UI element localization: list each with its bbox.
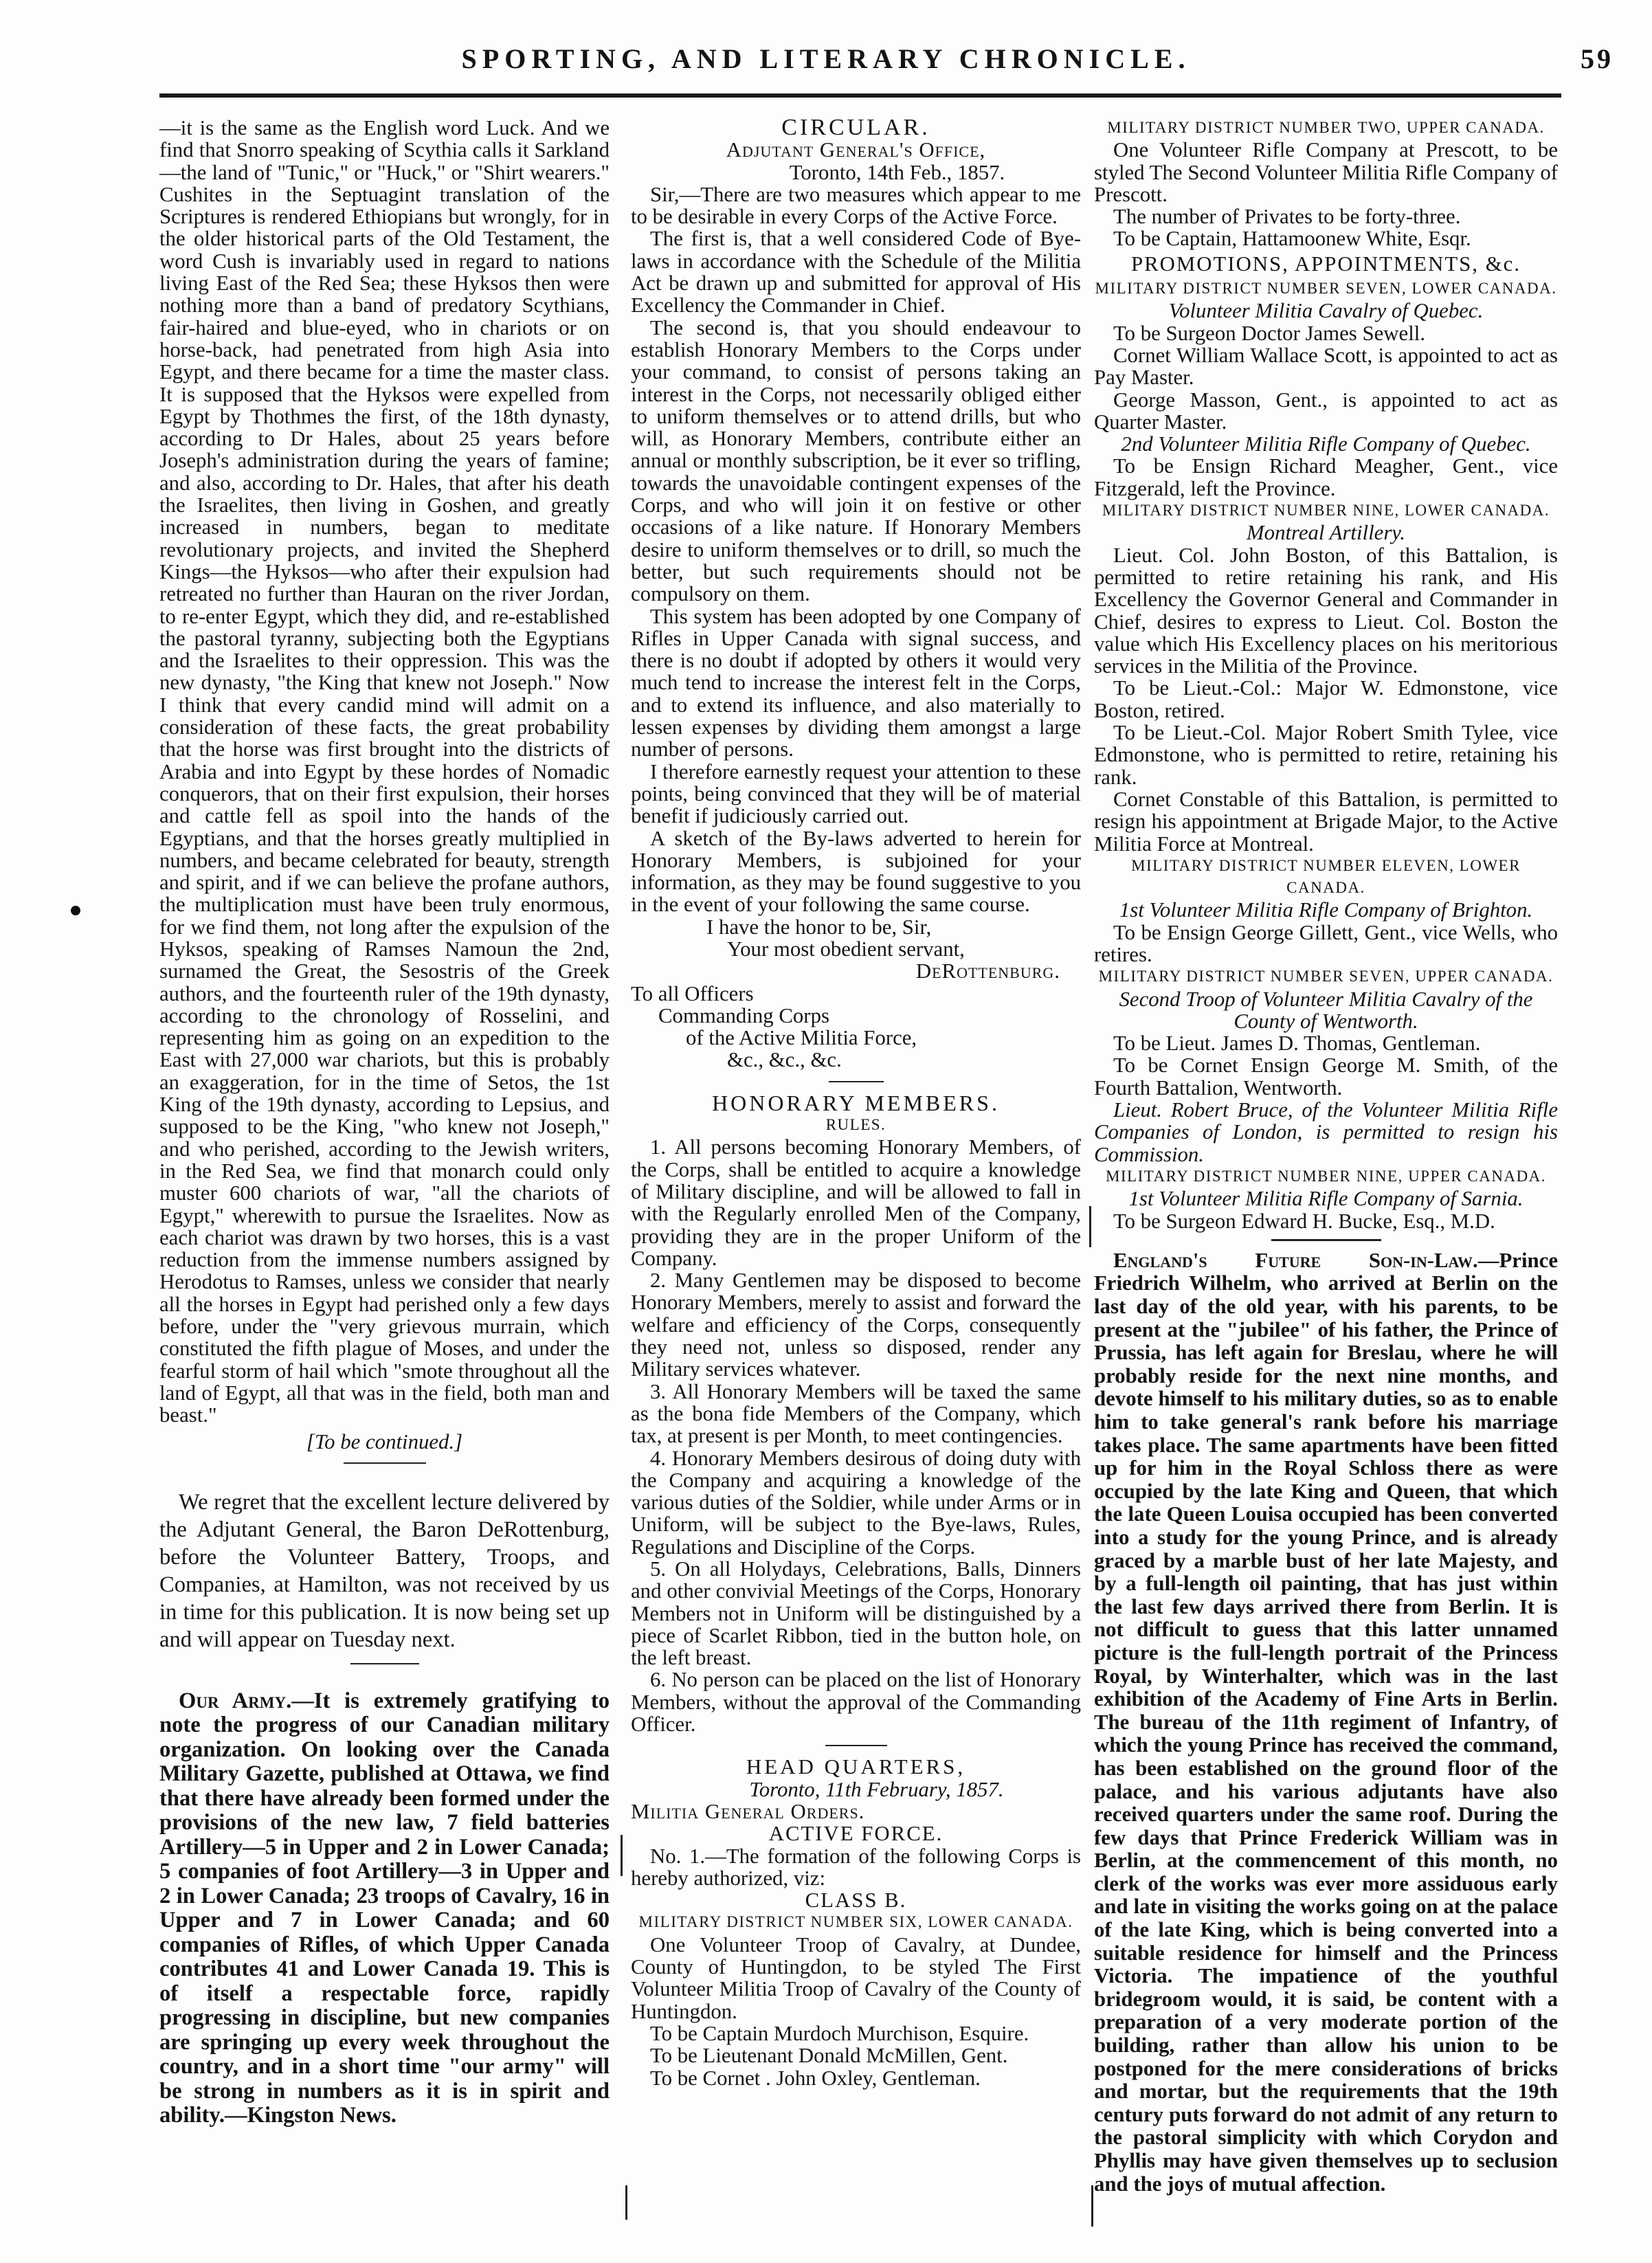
circular-para: The second is, that you should endeavour to establish Honorary Members to the Corps under your command, to consist of persons taking an interest in the Corps, not necessarily obliged either to uniform themselves or to attend drills, but who will, as Honorary Members, contribute either an annual or monthly subscription, be it ever so trifling, towards the unavoidable contingent expenses of the Corps, and who will join it on festive or other occasions of a like nature. If Honorary Members desire to uniform themselves or to drill, so much the better, but such requirements should not be compulsory on them.: [631, 315, 1081, 606]
closing-honour: I have the honor to be, Sir,: [706, 915, 932, 939]
our-army-article: [159, 1689, 610, 2128]
column-rule: [621, 1835, 623, 1876]
address-line: &c., &c., &c.: [727, 1048, 842, 1072]
header-rule: [159, 93, 1561, 98]
divider: [1271, 1239, 1381, 1241]
appointment: To be Lieutenant Donald McMillen, Gent.: [650, 2044, 1008, 2068]
district-heading: MILITARY DISTRICT NUMBER NINE, UPPER CANADA.: [1105, 1167, 1547, 1185]
our-army-lead: Our Army.: [179, 1688, 292, 1713]
head-quarters-title: HEAD QUARTERS,: [746, 1754, 966, 1779]
england-article: [1094, 1249, 1558, 2196]
district-2-privates: The number of Privates to be forty-three.: [1113, 205, 1461, 229]
appointment: Lieut. Col. John Boston, of this Battalion, is permitted to retire retaining his rank, and His Excellency the Governor General and Commander in Chief, desires to express to Lieut. Col. Boston the value which His Excellency places on his meritorious services in the Militia of the Province.: [1094, 543, 1558, 678]
england-lead: England's Future Son-in-Law.: [1113, 1248, 1478, 1272]
unit-heading: 1st Volunteer Militia Rifle Company of Brighton.: [1119, 898, 1533, 922]
address-line: To all Officers: [631, 981, 754, 1005]
rule-5: 5. On all Holydays, Celebrations, Balls, Dinners and other convivial Meetings of the Corps, Honorary Members not in Uniform will be distinguished by a piece of Scarlet Ribbon, tied in the button hole, on the left breast.: [631, 1557, 1081, 1670]
column-rule: [1089, 1206, 1091, 1247]
appointment: To be Cornet . John Oxley, Gentleman.: [650, 2066, 981, 2090]
district-heading: MILITARY DISTRICT NUMBER SEVEN, UPPER CANADA.: [1098, 968, 1554, 985]
column-2: [631, 117, 1081, 2089]
appointment: Cornet William Wallace Scott, is appointed to act as Pay Master.: [1094, 343, 1558, 390]
running-header: [0, 43, 1652, 84]
address-line: Commanding Corps: [658, 1003, 829, 1027]
district-2-text: One Volunteer Rifle Company at Prescott, to be styled The Second Volunteer Militia Rifle Company of Prescott.: [1094, 138, 1558, 206]
signer: DeRottenburg.: [915, 959, 1060, 983]
column-3: [1094, 117, 1558, 2196]
rule-3: 3. All Honorary Members will be taxed the same as the bona fide Members of the Company, which tax, at present is per Month, to meet contingencies.: [631, 1379, 1081, 1448]
appointment: Cornet Constable of this Battalion, is permitted to resign his appointment at Brigade Major, to the Active Militia Force at Montreal.: [1094, 787, 1558, 856]
circular-para: The first is, that a well considered Code of Bye-laws in accordance with the Schedule of the Militia Act be drawn up and submitted for approval of His Excellency the Commander in Chief.: [631, 227, 1081, 317]
district-6-text: One Volunteer Troop of Cavalry, at Dundee, County of Huntingdon, to be styled The First Volunteer Militia Troop of Cavalry of the County of Huntingdon.: [631, 1932, 1081, 2023]
closing-servant: Your most obedient servant,: [727, 937, 965, 961]
district-heading: MILITARY DISTRICT NUMBER TWO, UPPER CANADA.: [1107, 119, 1545, 136]
appointment: Lieut. Robert Bruce, of the Volunteer Militia Rifle Companies of London, is permitted to resign his Commission.: [1094, 1098, 1558, 1166]
column-rule: [1091, 2185, 1093, 2227]
circular-para: This system has been adopted by one Company of Rifles in Upper Canada with signal success, and there is no doubt if adopted by others it would very much tend to increase the interest felt in the Corps, and to extend its influence, and also materially to lessen expenses by dividing them amongst a large number of persons.: [631, 604, 1081, 761]
circular-para: I therefore earnestly request your attention to these points, being convinced that they will be of material benefit if judiciously carried out.: [631, 759, 1081, 828]
appointment: George Masson, Gent., is appointed to act as Quarter Master.: [1094, 388, 1558, 434]
appointment: To be Ensign George Gillett, Gent., vice Wells, who retires.: [1094, 920, 1558, 966]
circular-para: Sir,—There are two measures which appear to me to be desirable in every Corps of the Active Force.: [631, 182, 1081, 229]
district-heading: MILITARY DISTRICT NUMBER SIX, LOWER CANADA.: [638, 1913, 1073, 1931]
rule-1: 1. All persons becoming Honorary Members, of the Corps, shall be entitled to acquire a knowledge of Military discipline, and will be allowed to fall in with the Regularly enrolled Men of the Company, providing they are in the proper Uniform of the Company.: [631, 1135, 1081, 1270]
unit-heading: Second Troop of Volunteer Militia Cavalry of the County of Wentworth.: [1119, 987, 1533, 1033]
appointment: To be Lieut.-Col. Major Robert Smith Tylee, vice Edmonstone, who is permitted to retire, retaining his rank.: [1094, 721, 1558, 789]
divider: [829, 1081, 884, 1082]
appointment: To be Surgeon Edward H. Bucke, Esq., M.D.: [1113, 1209, 1495, 1233]
divider: [825, 1745, 887, 1746]
rule-4: 4. Honorary Members desirous of doing duty with the Company and acquiring a knowledge of the various duties of the Soldier, while under Arms or in Uniform, will be subject to the Bye-laws, Rules, Regulations and Discipline of the Corps.: [631, 1446, 1081, 1559]
address-line: of the Active Militia Force,: [686, 1026, 917, 1050]
appointment: To be Captain Murdoch Murchison, Esquire.: [650, 2021, 1029, 2045]
england-text: —Prince Friedrich Wilhelm, who arrived at Berlin on the last day of the old year, with his parents, to be present at the "jubilee" of his father, the Prince of Prussia, has left again for Breslau, where he will probably reside for the next nine months, and devote himself to his military duties, so as to enable him to take general's rank before his marriage takes place. The same apartments have been fitted up for him in the Royal Schloss there as were occupied by the late King and Queen, that which the late Queen Louisa occupied has been converted into a study for the young Prince, and is already graced by a marble bust of her late Majesty, and by a full-length oil painting, that has just within the last few days arrived there from Berlin. It is not difficult to guess that this latter unnamed picture is the full-length portrait of the Princess Royal, by Winterhalter, which was in the last exhibition of the Academy of Fine Arts in Berlin. The bureau of the 11th regiment of Infantry, of which the young Prince has received the command, has been established on the ground floor of the palace, and his various adjutants have also received quarters under the same roof. During the few days that Prince Frederick William was in Berlin, at the commencement of this month, no clerk of the works was ever more assiduous early and late in visiting the works going on at the palace of the late King, which is being converted into a suitable residence for himself and the Princess Victoria. The impatience of the youthful bridegroom would, it is said, be content with a preparation of a very moderate portion of the building, rather than allow his union to be postponed for the mere considerations of bricks and mortar, but the requirements that the 19th century puts forward do not admit of any return to the pastoral simplicity with which Corydon and Phyllis may have given themselves up to seclusion and the joys of mutual affection.: [1094, 1248, 1558, 2196]
honorary-members-title: HONORARY MEMBERS.: [712, 1090, 1000, 1115]
unit-heading: Volunteer Militia Cavalry of Quebec.: [1168, 299, 1484, 323]
active-force: ACTIVE FORCE.: [768, 1822, 944, 1846]
appointment: To be Lieut. James D. Thomas, Gentleman.: [1113, 1032, 1481, 1056]
unit-heading: 1st Volunteer Militia Rifle Company of Sarnia.: [1128, 1187, 1523, 1211]
article-hyksos-text: —it is the same as the English word Luck. And we find that Snorro speaking of Scythia calls it Sarkland—the land of "Tunic," or "Huck," or "Shirt wearers." Cushites in the Septuagint translation of the Scriptures is rendered Ethiopians but wrongly, for in the older historical parts of the Old Testament, the word Cush is invariably used in regard to nations living East of the Red Sea; these Hyksos then were nothing more than a band of predatory Scythians, fair-haired and blue-eyed, who in chariots or on horse-back, had penetrated from high Asia into Egypt, and there became for a time the master class. It is supposed that the Hyksos were expelled from Egypt by Thothmes the first, of the 18th dynasty, according to Dr Hales, about 25 years before Joseph's administration during the years of famine; and also, according to Dr. Hales, that after his death the Israelites, then living in Goshen, and greatly increased in numbers, began to meditate revolutionary projects, and invited the Shepherd Kings—the Hyksos—who after their expulsion had retreated no further than Hauran on the river Jordan, to re-enter Egypt, which they did, and re-established the pastoral tyranny, subjecting both the Egyptians and the Israelites to their oppression. This was the new dynasty, "the King that knew not Joseph." Now I think that every candid mind will admit on a consideration of these facts, the great probability that the horse was first brought into the districts of Arabia and into Egypt by these hordes of Nomadic conquerors, that on their first expulsion, their horses and cattle fell as spoil into the hands of the Egyptians, and that the horses greatly multiplied in numbers, and became celebrated for beauty, strength and spirit, and if we can believe the profane authors, the multiplication must have been truly enormous, for we find them, not long after the expulsion of the Hyksos, speaking of Ramses Namoun the 2nd, surnamed the Great, the Sesostris of the Greek authors, and the fourteenth ruler of the 19th dynasty, according to the chronology of Rosselini, and representing him as going on an expedition to the East with 27,000 war chariots, but this is probably an exaggeration, for in the time of Setos, the 1st King of the 19th dynasty, according to Lepsius, and supposed to be the King, "who knew not Joseph," and who perished, according to the Jewish writers, in the Red Sea, we find that monarch could only muster 600 chariots of war, "all the chariots of Egypt," wherewith to pursue the Israelites. Now as each chariot was drawn by two horses, this is a vast reduction from the immense numbers assigned by Herodotus to Ramses, unless we consider that nearly all the horses in Egypt had perished only a few days before, under the "very grievous murrain, which constituted the fifth plague of Moses, and under the fearful storm of hail which "smote throughout all the land of Egypt, all that was in the field, both man and beast.": [159, 116, 610, 1427]
circular-office: Adjutant General's Office,: [726, 138, 986, 162]
column-rule: [625, 2185, 627, 2220]
lecture-notice: We regret that the excellent lecture delivered by the Adjutant General, the Baron DeRottenburg, before the Volunteer Battery, Troops, and Companies, at Hamilton, was not received by us in time for this publication. It is now being set up and will appear on Tuesday next.: [159, 1489, 610, 1652]
circular-date: Toronto, 14th Feb., 1857.: [789, 160, 1005, 184]
divider: [350, 1663, 419, 1664]
circular-title: CIRCULAR.: [781, 115, 930, 140]
district-heading: MILITARY DISTRICT NUMBER SEVEN, LOWER CANADA.: [1095, 280, 1557, 298]
general-orders: Militia General Orders.: [631, 1799, 865, 1823]
rule-2: 2. Many Gentlemen may be disposed to become Honorary Members, merely to assist and forward the welfare and efficiency of the Corps, consequently they need not, unless so disposed, render any Military services whatever.: [631, 1269, 1081, 1381]
appointment: To be Surgeon Doctor James Sewell.: [1113, 321, 1426, 345]
district-heading: MILITARY DISTRICT NUMBER NINE, LOWER CANADA.: [1102, 502, 1550, 520]
appointment: To be Ensign Richard Meagher, Gent., vice Fitzgerald, left the Province.: [1094, 454, 1558, 500]
our-army-text: —It is extremely gratifying to note the progress of our Canadian military organization. On looking over the Canada Military Gazette, published at Ottawa, we find that there have already been formed under the provisions of the new law, 7 field batteries Artillery—5 in Upper and 2 in Lower Canada; 5 companies of foot Artillery—3 in Upper and 2 in Lower Canada; 23 troops of Cavalry, 16 in Upper and 7 in Lower Canada; and 60 companies of Rifles, of which Upper Canada contributes 41 and Lower Canada 19. This is of itself a respectable force, rapidly progressing in discipline, but new companies are springing up every week throughout the country, and in a short time "our army" will be strong in numbers as it is in spirit and ability.—Kingston News.: [159, 1688, 610, 2128]
appointment: To be Cornet Ensign George M. Smith, of the Fourth Battalion, Wentworth.: [1094, 1054, 1558, 1100]
promotions-title: PROMOTIONS, APPOINTMENTS, &c.: [1130, 252, 1521, 276]
column-1: [159, 117, 610, 2128]
page-number: 59: [1581, 43, 1614, 74]
appointment: To be Lieut.-Col.: Major W. Edmonstone, vice Boston, retired.: [1094, 676, 1558, 722]
circular-para: A sketch of the By-laws adverted to herein for Honorary Members, is subjoined for your information, as they may be found suggestive to you in the event of your following the same course.: [631, 826, 1081, 917]
unit-heading: 2nd Volunteer Militia Rifle Company of Quebec.: [1121, 432, 1531, 456]
class-b: CLASS B.: [805, 1888, 907, 1913]
district-2-captain: To be Captain, Hattamoonew White, Esqr.: [1113, 227, 1471, 251]
rules-heading: RULES.: [825, 1116, 886, 1134]
masthead-title: SPORTING, AND LITERARY CHRONICLE.: [461, 43, 1191, 74]
rule-6: 6. No person can be placed on the list of Honorary Members, without the approval of the Commanding Officer.: [631, 1668, 1081, 1737]
unit-heading: Montreal Artillery.: [1247, 521, 1405, 545]
divider: [344, 1462, 426, 1464]
to-be-continued: [To be continued.]: [306, 1429, 463, 1453]
order-no-1: No. 1.—The formation of the following Corps is hereby authorized, viz:: [631, 1844, 1081, 1890]
head-quarters-date: Toronto, 11th February, 1857.: [749, 1777, 1004, 1801]
district-heading: MILITARY DISTRICT NUMBER ELEVEN, LOWER CANADA.: [1131, 856, 1521, 897]
margin-blot: [71, 906, 80, 915]
